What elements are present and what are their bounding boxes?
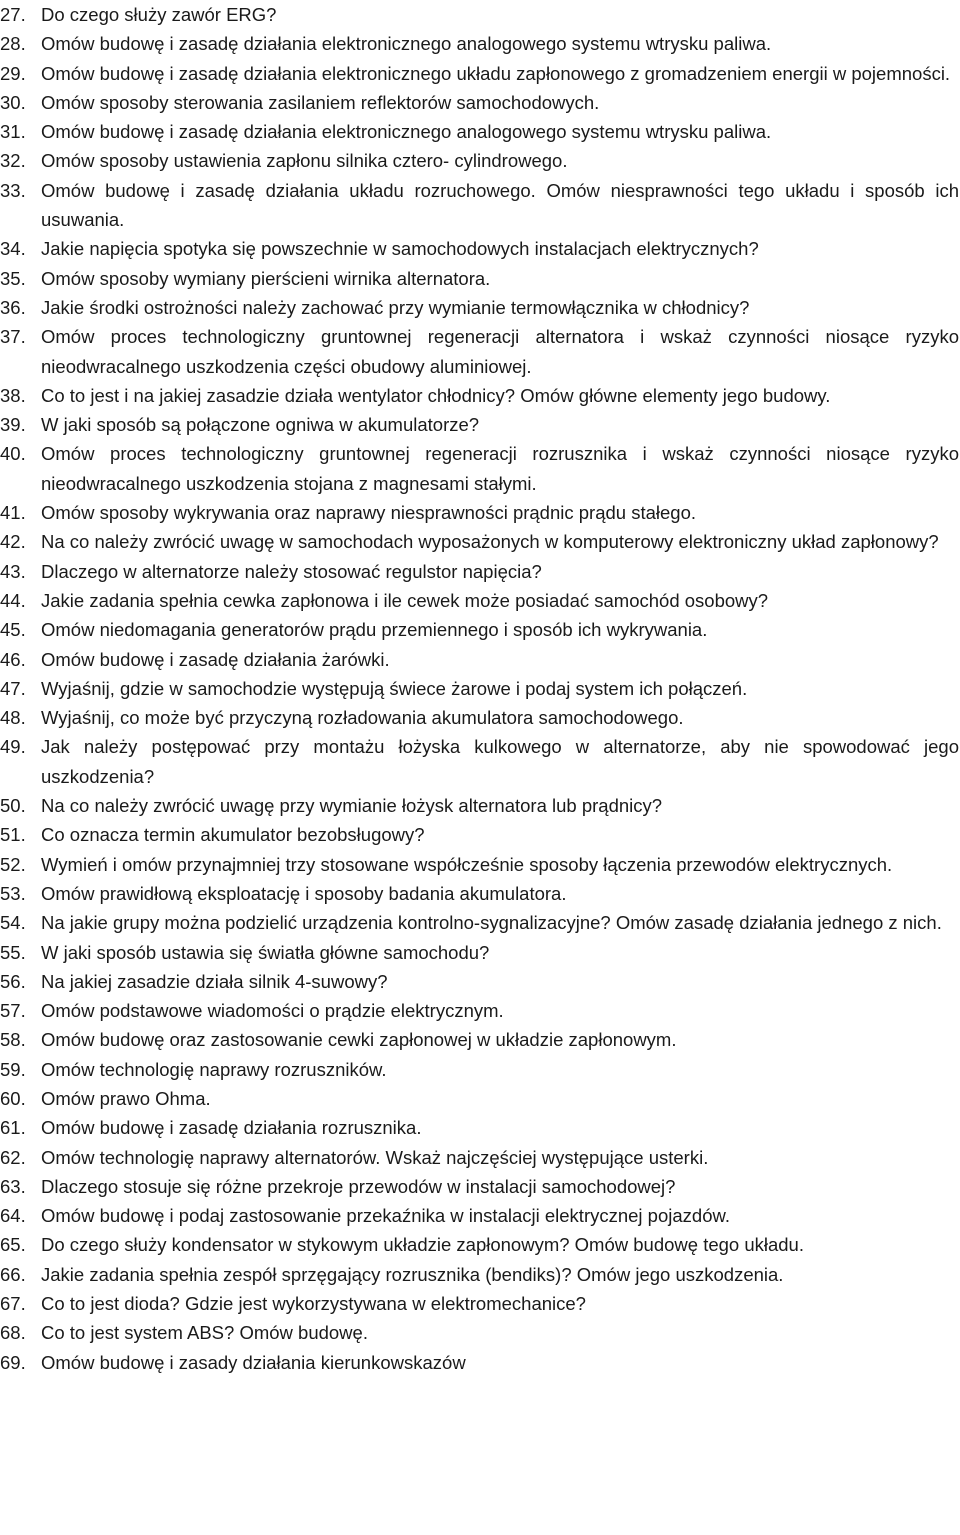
question-text: Na jakie grupy można podzielić urządzenia kontrolno-sygnalizacyjne? Omów zasadę działania jednego z nich. bbox=[41, 912, 942, 934]
question-text: Omów budowę i zasady działania kierunkowskazów bbox=[41, 1351, 466, 1373]
question-number: 55. bbox=[0, 941, 26, 963]
question-number: 49. bbox=[0, 736, 26, 758]
question-number: 36. bbox=[0, 296, 26, 318]
question-text: Omów prawidłową eksploatację i sposoby badania akumulatora. bbox=[41, 882, 567, 904]
question-number: 68. bbox=[0, 1322, 26, 1344]
question-item bbox=[0, 938, 960, 967]
question-item bbox=[0, 850, 960, 879]
question-item bbox=[0, 1348, 960, 1377]
question-item bbox=[0, 791, 960, 820]
question-number: 41. bbox=[0, 502, 26, 524]
question-item bbox=[0, 908, 960, 937]
question-text: Omów sposoby wymiany pierścieni wirnika alternatora. bbox=[41, 267, 491, 289]
question-item bbox=[0, 264, 960, 293]
question-item bbox=[0, 1113, 960, 1142]
question-item bbox=[0, 1260, 960, 1289]
question-text: Omów sposoby wykrywania oraz naprawy niesprawności prądnic prądu stałego. bbox=[41, 502, 697, 524]
question-item bbox=[0, 234, 960, 263]
question-text: Co to jest dioda? Gdzie jest wykorzystywana w elektromechanice? bbox=[41, 1293, 586, 1315]
question-text: Na co należy zwrócić uwagę w samochodach wyposażonych w komputerowy elektroniczny układ zapłonowy? bbox=[41, 531, 939, 553]
question-text: Co oznacza termin akumulator bezobsługowy? bbox=[41, 824, 425, 846]
question-text: Omów budowę i zasadę działania żarówki. bbox=[41, 648, 390, 670]
question-item bbox=[0, 879, 960, 908]
question-item bbox=[0, 1289, 960, 1318]
question-item bbox=[0, 0, 960, 29]
question-item bbox=[0, 1084, 960, 1113]
question-number: 54. bbox=[0, 912, 26, 934]
question-text: Jakie zadania spełnia cewka zapłonowa i ile cewek może posiadać samochód osobowy? bbox=[41, 589, 769, 611]
question-text: Omów budowę i zasadę działania elektronicznego analogowego systemu wtrysku paliwa. bbox=[41, 33, 772, 55]
question-number: 38. bbox=[0, 384, 26, 406]
question-text: Dlaczego w alternatorze należy stosować regulstor napięcia? bbox=[41, 560, 542, 582]
question-text: Omów budowę i podaj zastosowanie przekaźnika w instalacji elektrycznej pojazdów. bbox=[41, 1205, 730, 1227]
question-text: Omów budowę oraz zastosowanie cewki zapłonowej w układzie zapłonowym. bbox=[41, 1029, 677, 1051]
question-text: Na co należy zwrócić uwagę przy wymianie łożysk alternatora lub prądnicy? bbox=[41, 795, 663, 817]
question-item bbox=[0, 732, 960, 791]
question-item bbox=[0, 59, 960, 88]
question-number: 39. bbox=[0, 414, 26, 436]
question-number: 42. bbox=[0, 531, 26, 553]
question-item bbox=[0, 117, 960, 146]
question-text: Wyjaśnij, co może być przyczyną rozładowania akumulatora samochodowego. bbox=[41, 707, 684, 729]
question-number: 37. bbox=[0, 326, 26, 348]
question-text: Omów prawo Ohma. bbox=[41, 1087, 211, 1109]
question-text: Dlaczego stosuje się różne przekroje przewodów w instalacji samochodowej? bbox=[41, 1175, 676, 1197]
question-text: Omów sposoby sterowania zasilaniem reflektorów samochodowych. bbox=[41, 91, 600, 113]
question-item bbox=[0, 615, 960, 644]
question-item bbox=[0, 996, 960, 1025]
question-text: Omów niedomagania generatorów prądu przemiennego i sposób ich wykrywania. bbox=[41, 619, 708, 641]
question-number: 40. bbox=[0, 443, 26, 465]
question-text: Omów technologię naprawy alternatorów. Wskaż najczęściej występujące usterki. bbox=[41, 1146, 709, 1168]
question-number: 35. bbox=[0, 267, 26, 289]
question-number: 47. bbox=[0, 677, 26, 699]
question-item bbox=[0, 1143, 960, 1172]
question-number: 57. bbox=[0, 1000, 26, 1022]
question-number: 31. bbox=[0, 121, 26, 143]
question-item bbox=[0, 527, 960, 556]
question-number: 58. bbox=[0, 1029, 26, 1051]
question-number: 69. bbox=[0, 1351, 26, 1373]
question-item bbox=[0, 322, 960, 381]
question-number: 27. bbox=[0, 4, 26, 25]
question-number: 64. bbox=[0, 1205, 26, 1227]
question-number: 65. bbox=[0, 1234, 26, 1256]
question-text: Omów proces technologiczny gruntownej regeneracji rozrusznika i wskaż czynności niosące ryzyko nieodwracalnego uszkodzenia stojana z magnesami stałymi. bbox=[41, 443, 959, 494]
question-number: 66. bbox=[0, 1263, 26, 1285]
question-text: Wymień i omów przynajmniej trzy stosowane współcześnie sposoby łączenia przewodów elektrycznych. bbox=[41, 853, 893, 875]
question-text: W jaki sposób ustawia się światła główne samochodu? bbox=[41, 941, 490, 963]
question-number: 28. bbox=[0, 33, 26, 55]
question-number: 63. bbox=[0, 1175, 26, 1197]
question-text: Omów proces technologiczny gruntownej regeneracji alternatora i wskaż czynności niosące ryzyko nieodwracalnego uszkodzenia części obudowy aluminiowej. bbox=[41, 326, 959, 377]
question-number: 53. bbox=[0, 882, 26, 904]
question-number: 67. bbox=[0, 1293, 26, 1315]
question-item bbox=[0, 645, 960, 674]
question-item bbox=[0, 381, 960, 410]
question-item bbox=[0, 674, 960, 703]
question-number: 43. bbox=[0, 560, 26, 582]
question-number: 44. bbox=[0, 589, 26, 611]
question-item bbox=[0, 88, 960, 117]
question-item bbox=[0, 1172, 960, 1201]
question-number: 33. bbox=[0, 179, 26, 201]
question-number: 60. bbox=[0, 1087, 26, 1109]
question-item bbox=[0, 439, 960, 498]
question-number: 50. bbox=[0, 795, 26, 817]
question-text: Jakie zadania spełnia zespół sprzęgający rozrusznika (bendiks)? Omów jego uszkodzenia. bbox=[41, 1263, 784, 1285]
question-item bbox=[0, 1230, 960, 1259]
question-number: 30. bbox=[0, 91, 26, 113]
question-item bbox=[0, 176, 960, 235]
question-text: Do czego służy zawór ERG? bbox=[41, 4, 277, 25]
question-item bbox=[0, 586, 960, 615]
question-item bbox=[0, 1318, 960, 1347]
question-item bbox=[0, 1201, 960, 1230]
question-item bbox=[0, 498, 960, 527]
question-text: Co to jest system ABS? Omów budowę. bbox=[41, 1322, 368, 1344]
question-number: 51. bbox=[0, 824, 26, 846]
question-text: Omów technologię naprawy rozruszników. bbox=[41, 1058, 387, 1080]
question-text: Omów budowę i zasadę działania układu rozruchowego. Omów niesprawności tego układu i sposób ich usuwania. bbox=[41, 179, 959, 231]
question-text: Wyjaśnij, gdzie w samochodzie występują świece żarowe i podaj system ich połączeń. bbox=[41, 677, 748, 699]
question-text: Omów budowę i zasadę działania rozrusznika. bbox=[41, 1117, 422, 1139]
question-number: 61. bbox=[0, 1117, 26, 1139]
question-item bbox=[0, 820, 960, 849]
question-text: Na jakiej zasadzie działa silnik 4-suwowy? bbox=[41, 970, 388, 992]
question-number: 46. bbox=[0, 648, 26, 670]
question-text: Omów sposoby ustawienia zapłonu silnika cztero- cylindrowego. bbox=[41, 150, 568, 172]
question-text: Jakie środki ostrożności należy zachować przy wymianie termowłącznika w chłodnicy? bbox=[41, 296, 750, 318]
question-item bbox=[0, 1055, 960, 1084]
question-item bbox=[0, 1025, 960, 1054]
question-text: W jaki sposób są połączone ogniwa w akumulatorze? bbox=[41, 414, 480, 436]
question-number: 48. bbox=[0, 707, 26, 729]
question-item bbox=[0, 557, 960, 586]
question-number: 62. bbox=[0, 1146, 26, 1168]
question-item bbox=[0, 146, 960, 175]
question-item bbox=[0, 703, 960, 732]
question-text: Do czego służy kondensator w stykowym układzie zapłonowym? Omów budowę tego układu. bbox=[41, 1234, 804, 1256]
question-number: 52. bbox=[0, 853, 26, 875]
question-number: 45. bbox=[0, 619, 26, 641]
question-number: 34. bbox=[0, 238, 26, 260]
question-text: Omów podstawowe wiadomości o prądzie elektrycznym. bbox=[41, 1000, 504, 1022]
question-number: 56. bbox=[0, 970, 26, 992]
question-text: Co to jest i na jakiej zasadzie działa wentylator chłodnicy? Omów główne elementy jego budowy. bbox=[41, 384, 831, 406]
question-text: Omów budowę i zasadę działania elektronicznego analogowego systemu wtrysku paliwa. bbox=[41, 121, 772, 143]
question-number: 59. bbox=[0, 1058, 26, 1080]
question-number: 32. bbox=[0, 150, 26, 172]
question-item bbox=[0, 410, 960, 439]
question-item bbox=[0, 967, 960, 996]
question-text: Jak należy postępować przy montażu łożyska kulkowego w alternatorze, aby nie spowodować jego uszkodzenia? bbox=[41, 736, 959, 787]
question-item bbox=[0, 293, 960, 322]
question-item bbox=[0, 29, 960, 58]
question-text: Omów budowę i zasadę działania elektronicznego układu zapłonowego z gromadzeniem energii w pojemności. bbox=[41, 62, 951, 84]
question-text: Jakie napięcia spotyka się powszechnie w samochodowych instalacjach elektrycznych? bbox=[41, 238, 759, 260]
question-number: 29. bbox=[0, 62, 26, 84]
